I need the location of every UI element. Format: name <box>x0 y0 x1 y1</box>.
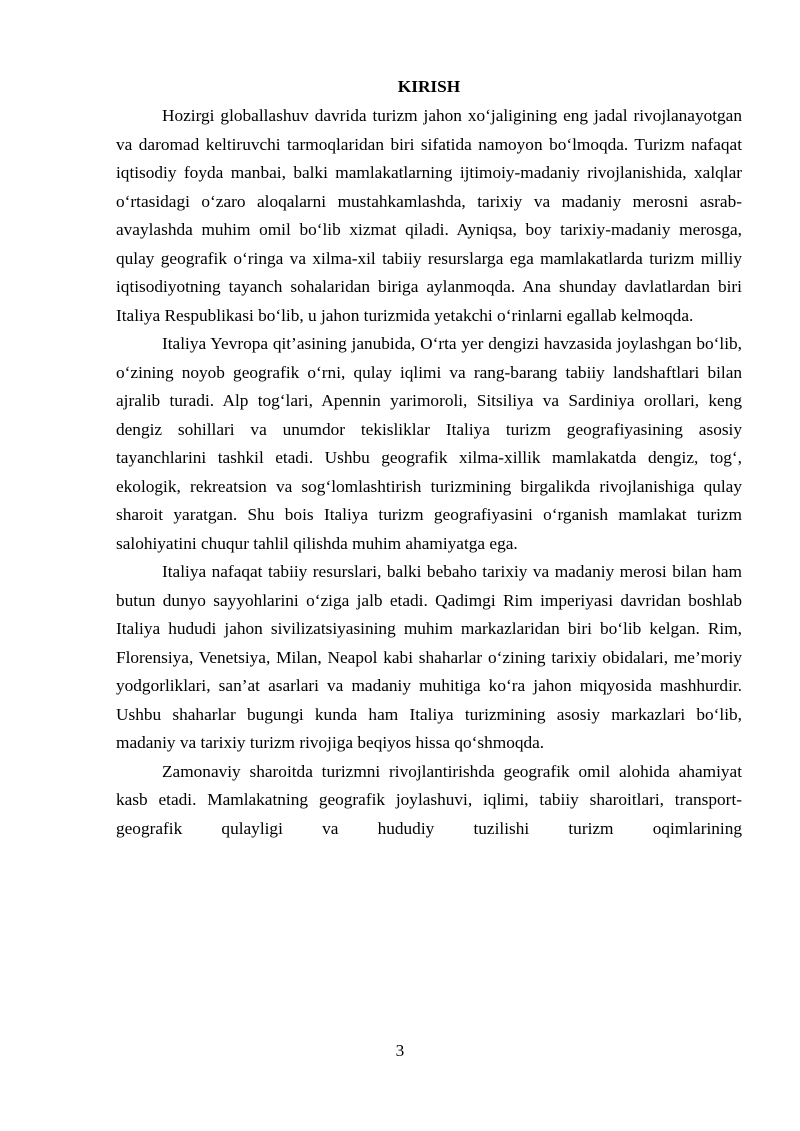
page-number: 3 <box>395 1041 405 1060</box>
paragraph-4: Zamonaviy sharoitda turizmni rivojlantirishda geografik omil alohida ahamiyat kasb etadi. Mamlakatning geografik joylashuvi, iqlimi, tabiiy sharoitlari, transport-geografik qulayligi va hududiy tuzilishi turizm oqimlarining <box>116 761 742 838</box>
section-heading: KIRISH <box>397 77 461 96</box>
page-body <box>116 73 742 843</box>
paragraph-1: Hozirgi globallashuv davrida turizm jahon xo‘jaligining eng jadal rivojlanayotgan va daromad keltiruvchi tarmoqlaridan biri sifatida namoyon bo‘lmoqda. Turizm nafaqat iqtisodiy foyda manbai, balki mamlakatlarning ijtimoiy-madaniy rivojlanishida, xalqlar o‘rtasidagi o‘zaro aloqalarni mustahkamlashda, tarixiy va madaniy merosni asrab-avaylashda muhim omil bo‘lib xizmat qiladi. Ayniqsa, boy tarixiy-madaniy merosga, qulay geografik o‘ringa va xilma-xil tabiiy resurslarga ega mamlakatlarda turizm milliy iqtisodiyotning tayanch sohalaridan biriga aylanmoqda. Ana shunday davlatlardan biri Italiya Respublikasi bo‘lib, u jahon turizmida yetakchi o‘rinlarni egallab kelmoqda. <box>116 106 742 325</box>
paragraph-3: Italiya nafaqat tabiiy resurslari, balki bebaho tarixiy va madaniy merosi bilan ham butun dunyo sayyohlarini o‘ziga jalb etadi. Qadimgi Rim imperiyasi davridan boshlab Italiya hududi jahon sivilizatsiyasining muhim markazlaridan biri bo‘lib kelgan. Rim, Florensiya, Venetsiya, Milan, Neapol kabi shaharlar o‘zining tarixiy obidalari, me’moriy yodgorliklari, san’at asarlari va madaniy muhitiga ko‘ra jahon miqyosida mashhurdir. Ushbu shaharlar bugungi kunda ham Italiya turizmining asosiy markazlari bo‘lib, madaniy va tarixiy turizm rivojiga beqiyos hissa qo‘shmoqda. <box>116 562 742 752</box>
paragraph-2: Italiya Yevropa qit’asining janubida, O‘rta yer dengizi havzasida joylashgan bo‘lib, o‘zining noyob geografik o‘rni, qulay iqlimi va rang-barang tabiiy landshaftlari bilan ajralib turadi. Alp tog‘lari, Apennin yarimoroli, Sitsiliya va Sardiniya orollari, keng dengiz sohillari va unumdor tekisliklar Italiya turizm geografiyasining asosiy tayanchlarini tashkil etadi. Ushbu geografik xilma-xillik mamlakatda dengiz, tog‘, ekologik, rekreatsion va sog‘lomlashtirish turizmining birgalikda rivojlanishiga qulay sharoit yaratgan. Shu bois Italiya turizm geografiyasini o‘rganish mamlakat turizm salohiyatini chuqur tahlil qilishda muhim ahamiyatga ega. <box>116 334 742 553</box>
